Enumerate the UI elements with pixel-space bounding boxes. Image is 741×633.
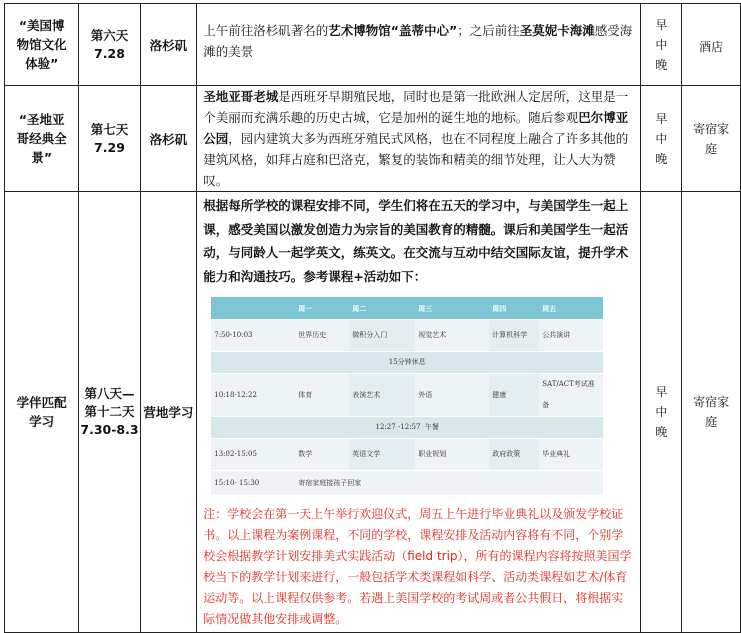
schedule-cell: 微积分入门 bbox=[349, 320, 415, 352]
city-cell: 营地学习 bbox=[140, 192, 197, 633]
schedule-header-fri: 周五 bbox=[539, 297, 603, 320]
schedule-cell: 外语 bbox=[415, 374, 489, 417]
theme-cell: 学伴匹配 学习 bbox=[5, 192, 79, 633]
schedule-cell: 视觉艺术 bbox=[415, 320, 489, 352]
meals-cell: 早 中 晚 bbox=[641, 192, 682, 633]
description-segment: ；之后前往 bbox=[457, 22, 520, 38]
description-segment: 上午前往洛杉矶著名的 bbox=[203, 22, 329, 38]
schedule-table bbox=[211, 297, 603, 496]
description-cell bbox=[197, 86, 641, 192]
itinerary-row-day8-12 bbox=[5, 192, 741, 633]
itinerary-row-day6 bbox=[5, 4, 741, 86]
program-note: 注：学校会在第一天上午举行欢迎仪式，周五上午进行毕业典礼以及颁发学校证书。以上课程为案例课程，不同的学校，课程安排及活动内容将有不同，个别学校会根据教学计划安排美式实践活动（field trip），所有的课程内容将按照美国学校当下的教学计划来进行，一般包括学术类课程如科学、活动类课程如艺术/体育运动等。以上课程仅供参考。若遇上美国学校的考试周或者公共假日，将根据实际情况做其他安排或调整。 bbox=[203, 507, 632, 626]
schedule-break: 15分钟休息 bbox=[211, 352, 603, 374]
day-cell: 第六天 7.28 bbox=[79, 4, 140, 86]
itinerary-table bbox=[4, 3, 741, 633]
schedule-lunch-row bbox=[211, 417, 603, 439]
highlight-text: 巴尔博亚公园 bbox=[203, 110, 629, 146]
hotel-cell: 寄宿家 庭 bbox=[682, 192, 741, 633]
description-text bbox=[203, 20, 634, 62]
theme-cell: “美国博 物馆文化 体验” bbox=[5, 4, 79, 86]
day-cell: 第七天 7.29 bbox=[79, 86, 140, 192]
schedule-cell: 职业规划 bbox=[415, 439, 489, 471]
schedule-block-3 bbox=[211, 439, 603, 471]
schedule-time: 10:18-12:22 bbox=[211, 374, 295, 417]
schedule-image bbox=[211, 297, 603, 496]
schedule-time: 15:10- 15:30 bbox=[211, 471, 295, 496]
schedule-header-row bbox=[211, 297, 603, 320]
schedule-break-row bbox=[211, 352, 603, 374]
day-cell: 第八天— 第十二天 7.30-8.3 bbox=[79, 192, 140, 633]
schedule-cell: 表演艺术 bbox=[349, 374, 415, 417]
theme-cell: “圣地亚 哥经典全 景” bbox=[5, 86, 79, 192]
highlight-text: 圣莫妮卡海滩 bbox=[519, 22, 595, 38]
description-cell bbox=[197, 192, 641, 633]
city-cell: 洛杉矶 bbox=[140, 86, 197, 192]
hotel-cell: 酒店 bbox=[682, 4, 741, 86]
highlight-text: 艺术博物馆“盖蒂中心” bbox=[328, 22, 458, 38]
schedule-cell: SAT/ACT考试准备 bbox=[539, 374, 603, 417]
schedule-header-tue: 周二 bbox=[349, 297, 415, 320]
schedule-block-1 bbox=[211, 320, 603, 352]
schedule-pickup-row bbox=[211, 471, 603, 496]
description-segment: 感受海滩的美景 bbox=[203, 22, 633, 59]
schedule-block-2 bbox=[211, 374, 603, 417]
meals-cell: 早 中 晚 bbox=[641, 86, 682, 192]
meals-cell: 早 中 晚 bbox=[641, 4, 682, 86]
description-cell bbox=[197, 4, 641, 86]
schedule-header-corner bbox=[211, 297, 295, 320]
schedule-cell: 公共演讲 bbox=[539, 320, 603, 352]
schedule-cell: 计算机科学 bbox=[489, 320, 539, 352]
highlight-text: 圣地亚哥老城 bbox=[203, 89, 279, 104]
schedule-header-thu: 周四 bbox=[489, 297, 539, 320]
schedule-cell: 英语文学 bbox=[349, 439, 415, 471]
schedule-header-mon: 周一 bbox=[295, 297, 349, 320]
schedule-cell: 世界历史 bbox=[295, 320, 349, 352]
schedule-cell: 毕业典礼 bbox=[539, 439, 603, 471]
program-intro: 根据每所学校的课程安排不同，学生们将在五天的学习中，与美国学生一起上课，感受美国以激发创造力为宗旨的美国教育的精髓。课后和美国学生一起活动，与同龄人一起学英文，练英文。在交流与互动中结交国际友谊，提升学术能力和沟通技巧。参考课程+活动如下： bbox=[203, 198, 629, 284]
schedule-cell: 数学 bbox=[295, 439, 349, 471]
schedule-lunch: 12:27 -12:57 午餐 bbox=[211, 417, 603, 439]
schedule-cell: 政府政策 bbox=[489, 439, 539, 471]
schedule-cell: 健康 bbox=[489, 374, 539, 417]
itinerary-row-day7 bbox=[5, 86, 741, 192]
description-text bbox=[203, 86, 634, 191]
hotel-cell: 寄宿家 庭 bbox=[682, 86, 741, 192]
schedule-cell: 体育 bbox=[295, 374, 349, 417]
description-segment: ，园内建筑大多为西班牙殖民式风格，也在不同程度上融合了许多其他的建筑风格，如拜占庭和巴洛克，繁复的装饰和精美的细节处理，让人大为赞叹。 bbox=[203, 131, 629, 188]
schedule-time: 13:02-15:05 bbox=[211, 439, 295, 471]
schedule-header-wed: 周三 bbox=[415, 297, 489, 320]
description-segment: 是西班牙早期殖民地，同时也是第一批欧洲人定居所，这里是一个美丽而充满乐趣的历史古城，它是加州的诞生地的地标。随后参观 bbox=[203, 89, 629, 125]
city-cell: 洛杉矶 bbox=[140, 4, 197, 86]
schedule-time: 7:50-10:03 bbox=[211, 320, 295, 352]
schedule-pickup: 寄宿家庭接孩子回家 bbox=[295, 471, 603, 496]
